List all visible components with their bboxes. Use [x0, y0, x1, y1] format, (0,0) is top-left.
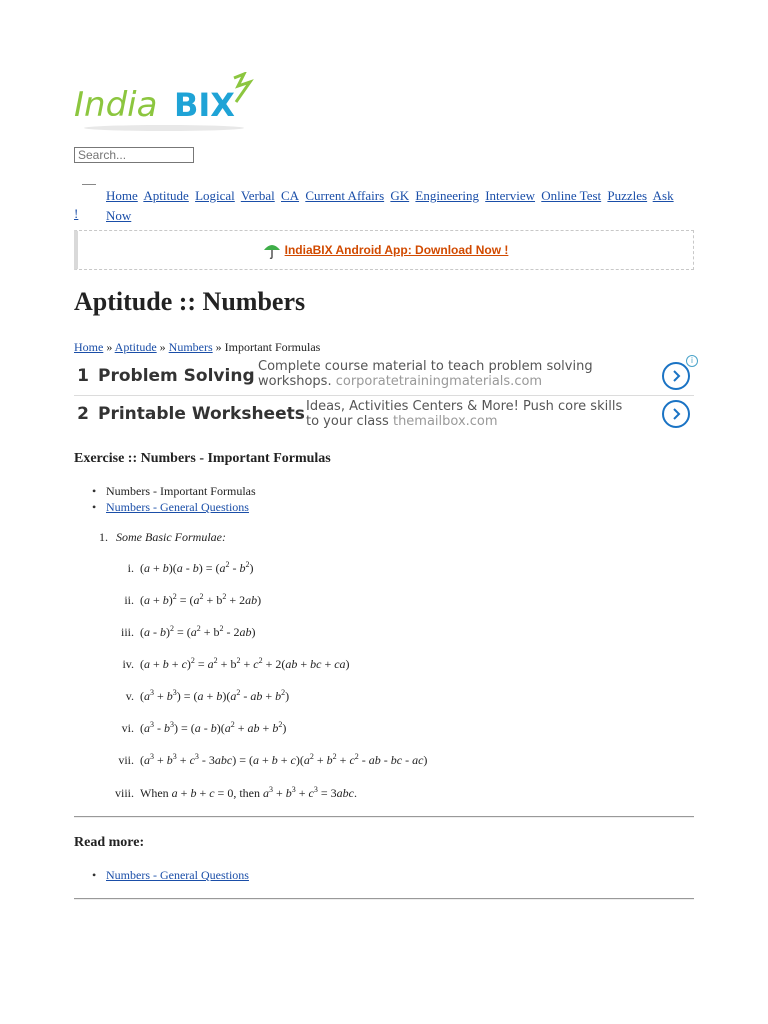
formula-3: iii. $(a - b)^2 = (a^2 + b^2 - 2ab)$	[120, 624, 256, 639]
question-heading: 1. Some Basic Formulae:	[99, 530, 226, 544]
ad-domain: corporatetrainingmaterials.com	[335, 374, 543, 389]
indiabix-logo[interactable]	[74, 72, 254, 134]
read-more-link[interactable]: Numbers - General Questions	[106, 868, 249, 882]
topic-link-item	[92, 499, 256, 515]
ad-description: Ideas, Activities Centers & More! Push core skills to your class themailbox.com	[306, 399, 623, 429]
exercise-heading: Exercise :: Numbers - Important Formulas	[74, 451, 331, 466]
nav-verbal[interactable]: Verbal	[240, 188, 275, 203]
ad-row[interactable]	[74, 395, 694, 433]
ad-domain: themailbox.com	[392, 414, 498, 429]
breadcrumb-separator: »	[215, 340, 222, 354]
read-more-list	[92, 868, 249, 883]
formula-4: iv. $(a + b + c)^2 = a^2 + b^2 + c^2 + 2(ab$ + bc + ca)	[122, 656, 350, 671]
topic-link[interactable]: Numbers - General Questions	[106, 500, 249, 514]
android-app-link[interactable]: IndiaBIX Android App: Download Now !	[284, 243, 509, 257]
formula-6: vi. $(a^3 - b^3) = (a - b)(a^2$ + ab + $b^2$)	[121, 720, 287, 735]
nav-ask-now-suffix[interactable]: !	[74, 206, 79, 221]
breadcrumb-home[interactable]: Home	[74, 340, 104, 354]
breadcrumb-numbers[interactable]: Numbers	[168, 340, 213, 354]
ad-number: 2	[77, 404, 89, 424]
ad-title[interactable]: Problem Solving	[98, 366, 255, 386]
read-more-item	[92, 868, 249, 883]
nav-aptitude[interactable]: Aptitude	[143, 188, 189, 203]
page-title: Aptitude :: Numbers	[74, 287, 306, 316]
formula-7: vii. $(a^3 + b^3 + c^3 - 3abc) = (a + b + c)(a^2 + b^2 + c^2$ - ab - bc - ac)	[118, 752, 428, 767]
ad-title[interactable]: Printable Worksheets	[98, 404, 305, 424]
breadcrumb-separator: »	[106, 340, 113, 354]
logo-text-india: India	[74, 85, 158, 125]
read-more-heading: Read more:	[74, 835, 145, 850]
breadcrumb-aptitude[interactable]: Aptitude	[114, 340, 157, 354]
topic-list	[92, 483, 256, 515]
ad-description: Complete course material to teach problem solving workshops. corporatetrainingmaterials.com	[258, 359, 593, 389]
nav-logical[interactable]: Logical	[195, 188, 235, 203]
formula-8: viii. When a + b + c = 0, then $a^3 + b^3 + c^3 = 3abc$.	[114, 785, 357, 800]
nav-ask-now[interactable]: Ask Now	[106, 188, 674, 223]
nav-ca[interactable]: CA	[281, 188, 300, 203]
divider	[74, 816, 694, 818]
search-input[interactable]	[74, 147, 194, 163]
ad-arrow-button[interactable]	[662, 400, 690, 428]
main-nav	[74, 186, 696, 226]
android-app-banner	[74, 230, 694, 270]
breadcrumb-separator: »	[159, 340, 166, 354]
nav-divider	[82, 184, 96, 185]
formula-5: v. $(a^3 + b^3) = (a + b)(a^2$ - ab + $b^2$)	[125, 688, 290, 703]
nav-current-affairs[interactable]: Current Affairs	[305, 188, 385, 203]
ad-info-icon[interactable]: i	[686, 355, 698, 367]
ad-number: 1	[77, 366, 89, 386]
nav-puzzles[interactable]: Puzzles	[607, 188, 648, 203]
formula-1: i. $(a + b)(a - b) = (a^2 - b^2)$	[127, 560, 254, 575]
chevron-right-icon	[670, 370, 682, 382]
nav-engineering[interactable]: Engineering	[415, 188, 479, 203]
umbrella-icon	[263, 241, 281, 259]
divider	[74, 898, 694, 900]
ad-arrow-button[interactable]	[662, 362, 690, 390]
nav-gk[interactable]: GK	[390, 188, 410, 203]
nav-home[interactable]: Home	[106, 188, 138, 203]
nav-online-test[interactable]: Online Test	[541, 188, 602, 203]
topic-current: • Numbers - Important Formulas	[92, 483, 256, 499]
breadcrumb-current: Important Formulas	[224, 340, 321, 354]
logo-text-bix: BIX	[174, 86, 235, 124]
nav-interview[interactable]: Interview	[485, 188, 536, 203]
chevron-right-icon	[670, 408, 682, 420]
breadcrumb	[74, 340, 320, 355]
formula-2: ii. $(a + b)^2 = (a^2 + b^2 + 2ab)$	[124, 592, 262, 607]
ad-row[interactable]	[74, 357, 694, 396]
